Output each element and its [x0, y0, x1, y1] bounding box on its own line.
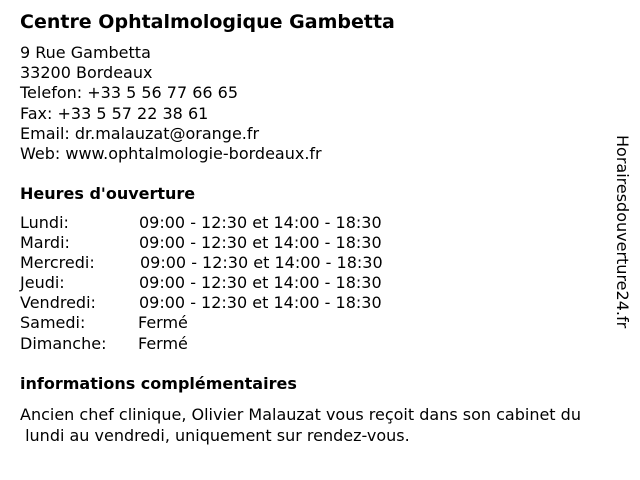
address-block [20, 43, 322, 164]
day-hours: Fermé [138, 313, 188, 333]
hours-row-saturday [20, 313, 440, 333]
hours-row-wednesday [20, 253, 440, 273]
day-label: Lundi: [20, 213, 69, 232]
day-label: Samedi: [20, 313, 86, 333]
day-hours: 09:00 - 12:30 et 14:00 - 18:30 [139, 273, 382, 293]
day-hours: 09:00 - 12:30 et 14:00 - 18:30 [139, 213, 382, 232]
opening-hours-heading: Heures d'ouverture [20, 184, 196, 203]
hours-row-sunday [20, 334, 440, 354]
website-address: Web: www.ophtalmologie-bordeaux.fr [20, 143, 322, 163]
day-label: Mardi: [20, 233, 70, 253]
fax-number: Fax: +33 5 57 22 38 61 [20, 103, 209, 123]
day-label: Jeudi: [20, 273, 65, 293]
day-hours: 09:00 - 12:30 et 14:00 - 18:30 [139, 233, 382, 253]
email-address: Email: dr.malauzat@orange.fr [20, 123, 260, 143]
hours-row-monday [20, 213, 440, 233]
info-line-1: Ancien chef clinique, Olivier Malauzat vous reçoit dans son cabinet du [20, 405, 581, 424]
business-name: Centre Ophtalmologique Gambetta [20, 11, 395, 33]
hours-row-thursday [20, 273, 440, 293]
additional-info-text [20, 404, 620, 446]
hours-row-friday [20, 293, 440, 313]
address-street: 9 Rue Gambetta [20, 43, 151, 62]
opening-hours-table [20, 213, 440, 354]
phone-number: Telefon: +33 5 56 77 66 65 [20, 83, 239, 103]
hours-row-tuesday [20, 233, 440, 253]
day-hours: 09:00 - 12:30 et 14:00 - 18:30 [140, 253, 383, 273]
info-line-2: lundi au vendredi, uniquement sur rendez-vous. [20, 426, 410, 445]
site-watermark: Horairesdouverture24.fr [613, 135, 632, 329]
day-label: Vendredi: [20, 293, 96, 313]
day-hours: 09:00 - 12:30 et 14:00 - 18:30 [139, 293, 382, 313]
additional-info-heading: informations complémentaires [20, 374, 297, 393]
day-label: Dimanche: [20, 333, 107, 353]
day-label: Mercredi: [20, 253, 95, 273]
day-hours: Fermé [138, 333, 188, 353]
address-city: 33200 Bordeaux [20, 63, 153, 83]
